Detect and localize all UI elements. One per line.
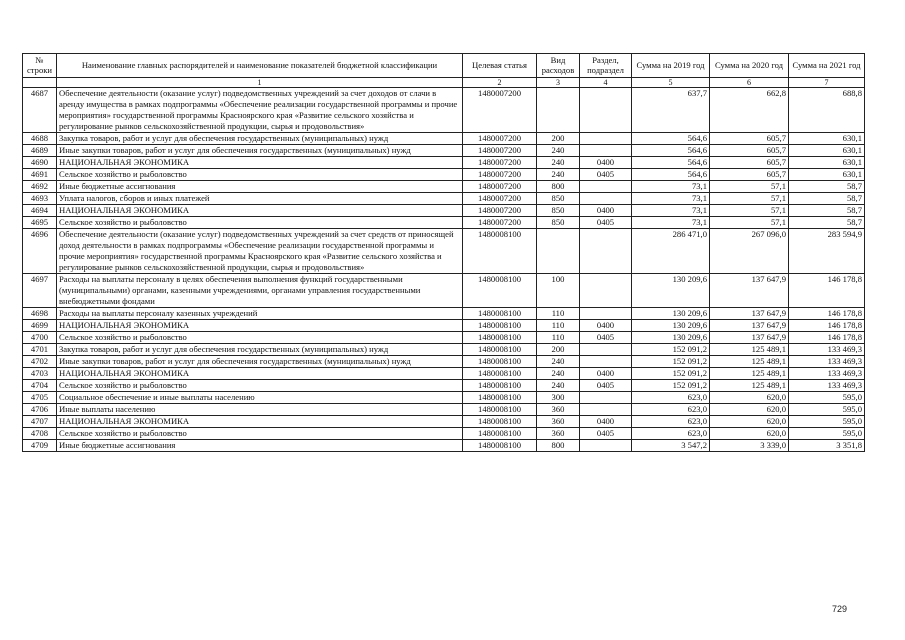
row-section bbox=[580, 229, 632, 274]
table-row bbox=[23, 440, 865, 452]
row-sum-2020: 57,1 bbox=[710, 193, 789, 205]
row-sum-2021: 133 469,3 bbox=[789, 368, 865, 380]
table-row bbox=[23, 169, 865, 181]
row-sum-2020: 57,1 bbox=[710, 181, 789, 193]
row-sum-2020: 125 489,1 bbox=[710, 356, 789, 368]
row-sum-2021: 595,0 bbox=[789, 428, 865, 440]
table-row bbox=[23, 133, 865, 145]
row-sum-2021: 630,1 bbox=[789, 145, 865, 157]
row-target-article: 1480008100 bbox=[463, 344, 537, 356]
row-name: Иные бюджетные ассигнования bbox=[57, 181, 463, 193]
header-target-article: Целевая статья bbox=[463, 54, 537, 78]
table-row bbox=[23, 229, 865, 274]
header-sum-2021: Сумма на 2021 год bbox=[789, 54, 865, 78]
row-number: 4688 bbox=[23, 133, 57, 145]
row-number: 4703 bbox=[23, 368, 57, 380]
row-sum-2019: 286 471,0 bbox=[632, 229, 710, 274]
row-expense-type: 200 bbox=[537, 133, 580, 145]
row-target-article: 1480008100 bbox=[463, 356, 537, 368]
row-sum-2021: 133 469,3 bbox=[789, 356, 865, 368]
row-sum-2021: 146 178,8 bbox=[789, 274, 865, 308]
table-row bbox=[23, 344, 865, 356]
row-expense-type bbox=[537, 88, 580, 133]
row-number: 4693 bbox=[23, 193, 57, 205]
row-sum-2019: 130 209,6 bbox=[632, 320, 710, 332]
row-number: 4697 bbox=[23, 274, 57, 308]
row-number: 4691 bbox=[23, 169, 57, 181]
row-expense-type: 850 bbox=[537, 193, 580, 205]
row-sum-2019: 152 091,2 bbox=[632, 368, 710, 380]
table-row bbox=[23, 320, 865, 332]
table-row bbox=[23, 88, 865, 133]
row-target-article: 1480008100 bbox=[463, 440, 537, 452]
row-sum-2019: 637,7 bbox=[632, 88, 710, 133]
row-sum-2021: 688,8 bbox=[789, 88, 865, 133]
table-row bbox=[23, 274, 865, 308]
row-section: 0405 bbox=[580, 428, 632, 440]
row-sum-2019: 3 547,2 bbox=[632, 440, 710, 452]
row-expense-type: 850 bbox=[537, 205, 580, 217]
row-target-article: 1480008100 bbox=[463, 416, 537, 428]
row-section bbox=[580, 440, 632, 452]
column-number: 6 bbox=[710, 78, 789, 88]
row-name: Закупка товаров, работ и услуг для обеспечения государственных (муниципальных) нужд bbox=[57, 344, 463, 356]
row-expense-type: 200 bbox=[537, 344, 580, 356]
row-expense-type: 360 bbox=[537, 416, 580, 428]
header-row-number: № строки bbox=[23, 54, 57, 78]
row-name: НАЦИОНАЛЬНАЯ ЭКОНОМИКА bbox=[57, 205, 463, 217]
row-expense-type: 240 bbox=[537, 145, 580, 157]
row-name: Сельское хозяйство и рыболовство bbox=[57, 217, 463, 229]
column-number: 3 bbox=[537, 78, 580, 88]
row-expense-type: 110 bbox=[537, 320, 580, 332]
row-expense-type: 240 bbox=[537, 380, 580, 392]
row-sum-2021: 58,7 bbox=[789, 217, 865, 229]
row-name: Иные закупки товаров, работ и услуг для обеспечения государственных (муниципальных) нужд bbox=[57, 145, 463, 157]
row-sum-2021: 58,7 bbox=[789, 181, 865, 193]
row-section: 0400 bbox=[580, 205, 632, 217]
row-sum-2019: 130 209,6 bbox=[632, 274, 710, 308]
column-number: 7 bbox=[789, 78, 865, 88]
row-number: 4695 bbox=[23, 217, 57, 229]
row-name: Иные закупки товаров, работ и услуг для обеспечения государственных (муниципальных) нужд bbox=[57, 356, 463, 368]
table-row bbox=[23, 332, 865, 344]
row-sum-2020: 620,0 bbox=[710, 416, 789, 428]
row-number: 4689 bbox=[23, 145, 57, 157]
row-sum-2020: 620,0 bbox=[710, 392, 789, 404]
row-sum-2021: 3 351,8 bbox=[789, 440, 865, 452]
row-sum-2019: 564,6 bbox=[632, 145, 710, 157]
row-sum-2019: 152 091,2 bbox=[632, 380, 710, 392]
row-expense-type: 240 bbox=[537, 169, 580, 181]
row-target-article: 1480007200 bbox=[463, 217, 537, 229]
header-sum-2020: Сумма на 2020 год bbox=[710, 54, 789, 78]
row-sum-2020: 605,7 bbox=[710, 157, 789, 169]
row-number: 4698 bbox=[23, 308, 57, 320]
row-target-article: 1480007200 bbox=[463, 169, 537, 181]
row-expense-type bbox=[537, 229, 580, 274]
row-name: Обеспечение деятельности (оказание услуг) подведомственных учреждений за счет доходов от слачи в аренду имущества в рамках подпрограммы «Обеспечение реализации государственной программы и прочие мероприятия» государственной программы Красноярского края «Развитие сельского хозяйства и регулирование рынков сельскохозяйственной продукции, сырья и продовольствия» bbox=[57, 88, 463, 133]
row-section: 0400 bbox=[580, 416, 632, 428]
column-number-row bbox=[23, 78, 865, 88]
row-sum-2020: 137 647,9 bbox=[710, 274, 789, 308]
row-target-article: 1480008100 bbox=[463, 392, 537, 404]
row-name: Иные бюджетные ассигнования bbox=[57, 440, 463, 452]
row-section bbox=[580, 404, 632, 416]
row-sum-2021: 133 469,3 bbox=[789, 380, 865, 392]
row-name: Сельское хозяйство и рыболовство bbox=[57, 380, 463, 392]
row-sum-2021: 595,0 bbox=[789, 404, 865, 416]
row-expense-type: 800 bbox=[537, 181, 580, 193]
row-sum-2020: 57,1 bbox=[710, 205, 789, 217]
row-target-article: 1480007200 bbox=[463, 145, 537, 157]
row-expense-type: 110 bbox=[537, 308, 580, 320]
row-name: Закупка товаров, работ и услуг для обеспечения государственных (муниципальных) нужд bbox=[57, 133, 463, 145]
row-target-article: 1480007200 bbox=[463, 157, 537, 169]
row-number: 4694 bbox=[23, 205, 57, 217]
table-row bbox=[23, 416, 865, 428]
column-number: 2 bbox=[463, 78, 537, 88]
row-sum-2020: 620,0 bbox=[710, 404, 789, 416]
row-sum-2019: 152 091,2 bbox=[632, 356, 710, 368]
row-number: 4690 bbox=[23, 157, 57, 169]
row-sum-2021: 146 178,8 bbox=[789, 308, 865, 320]
table-row bbox=[23, 205, 865, 217]
row-number: 4705 bbox=[23, 392, 57, 404]
row-sum-2020: 137 647,9 bbox=[710, 332, 789, 344]
row-expense-type: 360 bbox=[537, 428, 580, 440]
row-number: 4707 bbox=[23, 416, 57, 428]
row-section bbox=[580, 274, 632, 308]
row-sum-2021: 133 469,3 bbox=[789, 344, 865, 356]
table-row bbox=[23, 157, 865, 169]
table-row bbox=[23, 193, 865, 205]
row-expense-type: 110 bbox=[537, 332, 580, 344]
row-number: 4692 bbox=[23, 181, 57, 193]
row-name: Расходы на выплаты персоналу казенных учреждений bbox=[57, 308, 463, 320]
header-sum-2019: Сумма на 2019 год bbox=[632, 54, 710, 78]
row-section: 0400 bbox=[580, 320, 632, 332]
row-sum-2021: 58,7 bbox=[789, 205, 865, 217]
table-row bbox=[23, 217, 865, 229]
row-sum-2021: 146 178,8 bbox=[789, 320, 865, 332]
row-section bbox=[580, 133, 632, 145]
row-sum-2019: 564,6 bbox=[632, 169, 710, 181]
row-sum-2019: 73,1 bbox=[632, 205, 710, 217]
table-row bbox=[23, 181, 865, 193]
row-name: Сельское хозяйство и рыболовство bbox=[57, 428, 463, 440]
row-expense-type: 240 bbox=[537, 368, 580, 380]
row-sum-2019: 73,1 bbox=[632, 217, 710, 229]
row-section: 0405 bbox=[580, 169, 632, 181]
row-number: 4704 bbox=[23, 380, 57, 392]
row-sum-2019: 564,6 bbox=[632, 133, 710, 145]
row-section bbox=[580, 181, 632, 193]
header-section: Раздел, подраздел bbox=[580, 54, 632, 78]
row-sum-2021: 283 594,9 bbox=[789, 229, 865, 274]
row-sum-2020: 137 647,9 bbox=[710, 320, 789, 332]
row-section bbox=[580, 392, 632, 404]
row-name: Обеспечение деятельности (оказание услуг) подведомственных учреждений за счет средств от приносящей доход деятельности в рамках подпрограммы «Обеспечение реализации государственной программы и прочие мероприятия» государственной программы Красноярского края «Развитие сельского хозяйства и регулирование рынков сельскохозяйственной продукции, сырья и продовольствия» bbox=[57, 229, 463, 274]
row-sum-2019: 623,0 bbox=[632, 404, 710, 416]
row-section bbox=[580, 193, 632, 205]
row-sum-2020: 125 489,1 bbox=[710, 368, 789, 380]
row-target-article: 1480007200 bbox=[463, 133, 537, 145]
row-expense-type: 360 bbox=[537, 404, 580, 416]
row-target-article: 1480008100 bbox=[463, 308, 537, 320]
row-target-article: 1480008100 bbox=[463, 320, 537, 332]
row-target-article: 1480008100 bbox=[463, 332, 537, 344]
table-header-row bbox=[23, 54, 865, 78]
row-section: 0405 bbox=[580, 380, 632, 392]
row-target-article: 1480007200 bbox=[463, 193, 537, 205]
table-row bbox=[23, 308, 865, 320]
row-target-article: 1480007200 bbox=[463, 181, 537, 193]
row-sum-2019: 623,0 bbox=[632, 416, 710, 428]
row-sum-2020: 125 489,1 bbox=[710, 344, 789, 356]
row-name: НАЦИОНАЛЬНАЯ ЭКОНОМИКА bbox=[57, 320, 463, 332]
row-expense-type: 240 bbox=[537, 356, 580, 368]
row-section bbox=[580, 308, 632, 320]
row-number: 4699 bbox=[23, 320, 57, 332]
row-target-article: 1480008100 bbox=[463, 404, 537, 416]
row-sum-2019: 623,0 bbox=[632, 392, 710, 404]
row-name: НАЦИОНАЛЬНАЯ ЭКОНОМИКА bbox=[57, 157, 463, 169]
row-name: Сельское хозяйство и рыболовство bbox=[57, 332, 463, 344]
row-target-article: 1480008100 bbox=[463, 368, 537, 380]
column-number: 5 bbox=[632, 78, 710, 88]
table-row bbox=[23, 404, 865, 416]
row-name: Сельское хозяйство и рыболовство bbox=[57, 169, 463, 181]
table-row bbox=[23, 428, 865, 440]
row-name: Иные выплаты населению bbox=[57, 404, 463, 416]
row-expense-type: 100 bbox=[537, 274, 580, 308]
table-row bbox=[23, 380, 865, 392]
row-target-article: 1480008100 bbox=[463, 428, 537, 440]
row-name: Расходы на выплаты персоналу в целях обеспечения выполнения функций государственными (муниципальными) органами, казенными учреждениями, органами управления государственными внебюджетными фондами bbox=[57, 274, 463, 308]
row-sum-2019: 564,6 bbox=[632, 157, 710, 169]
row-sum-2020: 3 339,0 bbox=[710, 440, 789, 452]
row-section: 0405 bbox=[580, 332, 632, 344]
row-number: 4702 bbox=[23, 356, 57, 368]
row-sum-2019: 152 091,2 bbox=[632, 344, 710, 356]
row-target-article: 1480008100 bbox=[463, 229, 537, 274]
table-row bbox=[23, 392, 865, 404]
row-name: Уплата налогов, сборов и иных платежей bbox=[57, 193, 463, 205]
row-section bbox=[580, 88, 632, 133]
table-row bbox=[23, 145, 865, 157]
row-number: 4706 bbox=[23, 404, 57, 416]
row-expense-type: 300 bbox=[537, 392, 580, 404]
row-target-article: 1480007200 bbox=[463, 88, 537, 133]
row-target-article: 1480008100 bbox=[463, 274, 537, 308]
row-number: 4701 bbox=[23, 344, 57, 356]
row-sum-2021: 595,0 bbox=[789, 416, 865, 428]
row-sum-2021: 630,1 bbox=[789, 133, 865, 145]
row-expense-type: 800 bbox=[537, 440, 580, 452]
row-sum-2020: 605,7 bbox=[710, 169, 789, 181]
row-sum-2021: 630,1 bbox=[789, 157, 865, 169]
page-number: 729 bbox=[831, 604, 847, 614]
row-sum-2019: 130 209,6 bbox=[632, 332, 710, 344]
row-number: 4700 bbox=[23, 332, 57, 344]
row-sum-2020: 267 096,0 bbox=[710, 229, 789, 274]
table-body bbox=[23, 88, 865, 452]
row-sum-2019: 623,0 bbox=[632, 428, 710, 440]
row-section bbox=[580, 145, 632, 157]
row-sum-2020: 137 647,9 bbox=[710, 308, 789, 320]
row-sum-2019: 73,1 bbox=[632, 193, 710, 205]
row-name: НАЦИОНАЛЬНАЯ ЭКОНОМИКА bbox=[57, 368, 463, 380]
row-expense-type: 850 bbox=[537, 217, 580, 229]
column-number: 1 bbox=[57, 78, 463, 88]
table-row bbox=[23, 368, 865, 380]
row-section bbox=[580, 356, 632, 368]
header-name: Наименование главных распорядителей и наименование показателей бюджетной классификации bbox=[57, 54, 463, 78]
row-sum-2020: 125 489,1 bbox=[710, 380, 789, 392]
row-sum-2019: 130 209,6 bbox=[632, 308, 710, 320]
row-sum-2020: 662,8 bbox=[710, 88, 789, 133]
row-expense-type: 240 bbox=[537, 157, 580, 169]
table-row bbox=[23, 356, 865, 368]
row-number: 4708 bbox=[23, 428, 57, 440]
row-sum-2020: 605,7 bbox=[710, 145, 789, 157]
column-number bbox=[23, 78, 57, 88]
row-name: Социальное обеспечение и иные выплаты населению bbox=[57, 392, 463, 404]
row-sum-2020: 57,1 bbox=[710, 217, 789, 229]
row-sum-2019: 73,1 bbox=[632, 181, 710, 193]
row-sum-2020: 620,0 bbox=[710, 428, 789, 440]
budget-table bbox=[22, 53, 865, 452]
row-sum-2021: 58,7 bbox=[789, 193, 865, 205]
row-target-article: 1480008100 bbox=[463, 380, 537, 392]
row-number: 4687 bbox=[23, 88, 57, 133]
row-sum-2021: 595,0 bbox=[789, 392, 865, 404]
row-section: 0400 bbox=[580, 368, 632, 380]
header-expense-type: Вид расходов bbox=[537, 54, 580, 78]
row-sum-2020: 605,7 bbox=[710, 133, 789, 145]
row-name: НАЦИОНАЛЬНАЯ ЭКОНОМИКА bbox=[57, 416, 463, 428]
column-number: 4 bbox=[580, 78, 632, 88]
row-section bbox=[580, 344, 632, 356]
row-number: 4709 bbox=[23, 440, 57, 452]
row-section: 0400 bbox=[580, 157, 632, 169]
row-section: 0405 bbox=[580, 217, 632, 229]
row-sum-2021: 146 178,8 bbox=[789, 332, 865, 344]
row-target-article: 1480007200 bbox=[463, 205, 537, 217]
row-number: 4696 bbox=[23, 229, 57, 274]
row-sum-2021: 630,1 bbox=[789, 169, 865, 181]
